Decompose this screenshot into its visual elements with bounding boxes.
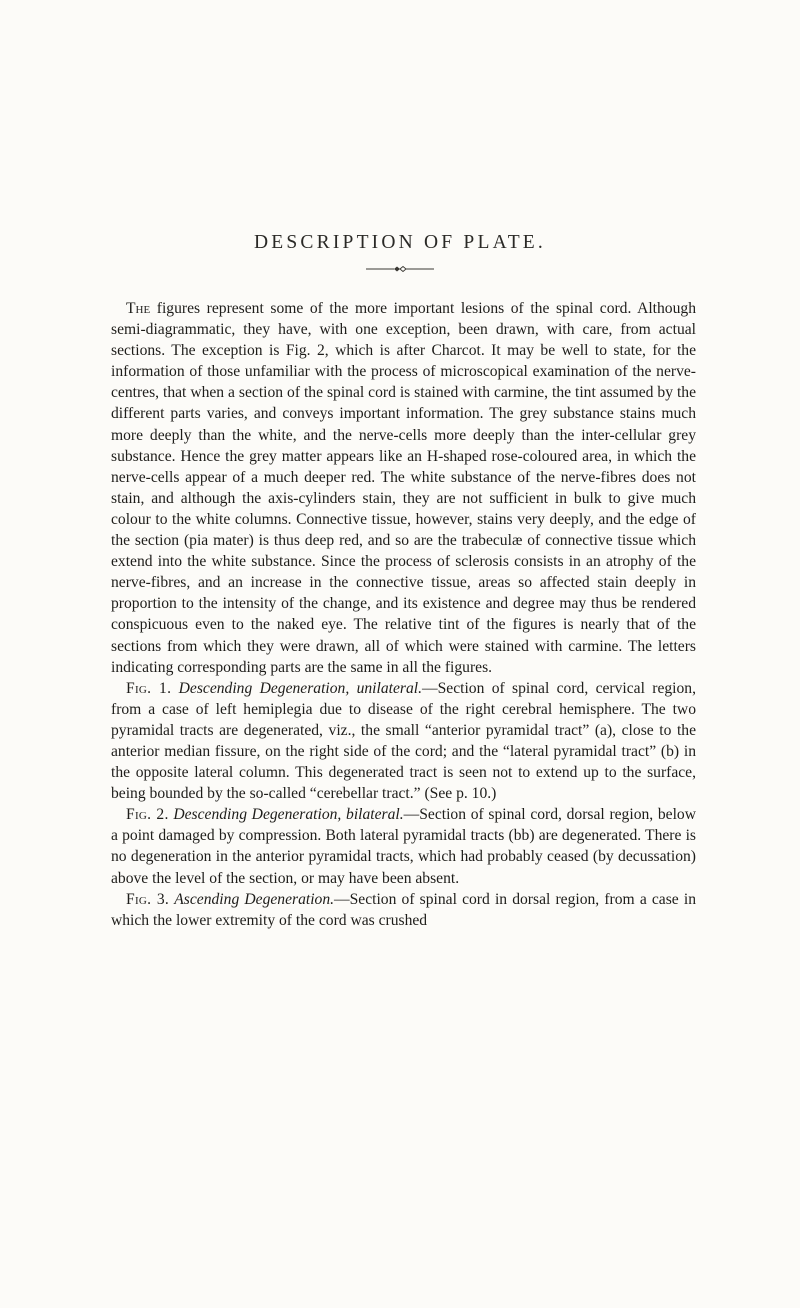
figure-3-body: —Section of spinal cord in dorsal region, from a case in which the lower extremity of the cord was crushed	[111, 890, 696, 929]
ornament-rule	[362, 265, 438, 273]
figure-2-label: Fig. 2.	[126, 806, 169, 824]
figure-2-body: —Section of spinal cord, dorsal region, below a point damaged by compression. Both lateral pyramidal tracts (bb) are degenerated. There is no degeneration in the anterior pyramidal tracts, which had probably ceased (by decussation) above the level of the section, or may have been absent.	[111, 806, 696, 887]
figure-2-title: Descending Degeneration, bilateral.	[173, 806, 404, 824]
intro-body: figures represent some of the more important lesions of the spinal cord. Although semi-diagrammatic, they have, with one exception, been drawn, with care, from actual sections. The exception is Fig. 2, which is after Charcot. It may be well to state, for the information of those unfamiliar with the process of microscopical examination of the nerve-centres, that when a section of the spinal cord is stained with carmine, the tint assumed by the different parts varies, and conveys important information. The grey substance stains much more deeply than the white, and the nerve-cells more deeply than the inter-cellular grey substance. Hence the grey matter appears like an H-shaped rose-coloured area, in which the nerve-cells appear of a much deeper red. The white substance of the nerve-fibres does not stain, and although the axis-cylinders stain, they are not sufficient in bulk to give much colour to the white columns. Connective tissue, however, stains very deeply, and the edge of the section (pia mater) is thus deep red, and so are the trabeculæ of connective tissue which extend into the white substance. Since the process of sclerosis consists in an atrophy of the nerve-fibres, and an increase in the connective tissue, areas so affected stain deeply in proportion to the intensity of the change, and its existence and degree may thus be rendered conspicuous even to the naked eye. The relative tint of the figures is nearly that of the sections from which they were drawn, all of which were stained with carmine. The letters indicating corresponding parts are the same in all the figures.	[111, 300, 696, 676]
figure-3-label: Fig. 3.	[126, 890, 170, 908]
figure-1-title: Descending Degeneration, unilateral.	[178, 679, 422, 697]
figure-1-label: Fig. 1.	[126, 679, 172, 697]
figure-3-title: Ascending Degeneration.	[174, 890, 335, 908]
figure-1-body: —Section of spinal cord, cervical region, from a case of left hemiplegia due to disease of the right cerebral hemisphere. The two pyramidal tracts are degenerated, viz., the small “anterior pyramidal tract” (a), close to the anterior median fissure, on the right side of the cord; and the “lateral pyramidal tract” (b) in the opposite lateral column. This degenerated tract is seen not to extend up to the surface, being bounded by the so-called “cerebellar tract.” (See p. 10.)	[111, 679, 696, 803]
page-heading: DESCRIPTION OF PLATE.	[253, 232, 546, 253]
intro-paragraph	[111, 298, 696, 678]
plate-description	[111, 298, 696, 931]
intro-lead-word: The	[126, 300, 151, 317]
figure-2-paragraph	[111, 804, 696, 888]
figure-1-paragraph	[111, 678, 696, 805]
double-rule-dash-ornament-icon	[362, 265, 438, 273]
figure-3-paragraph	[111, 889, 696, 931]
